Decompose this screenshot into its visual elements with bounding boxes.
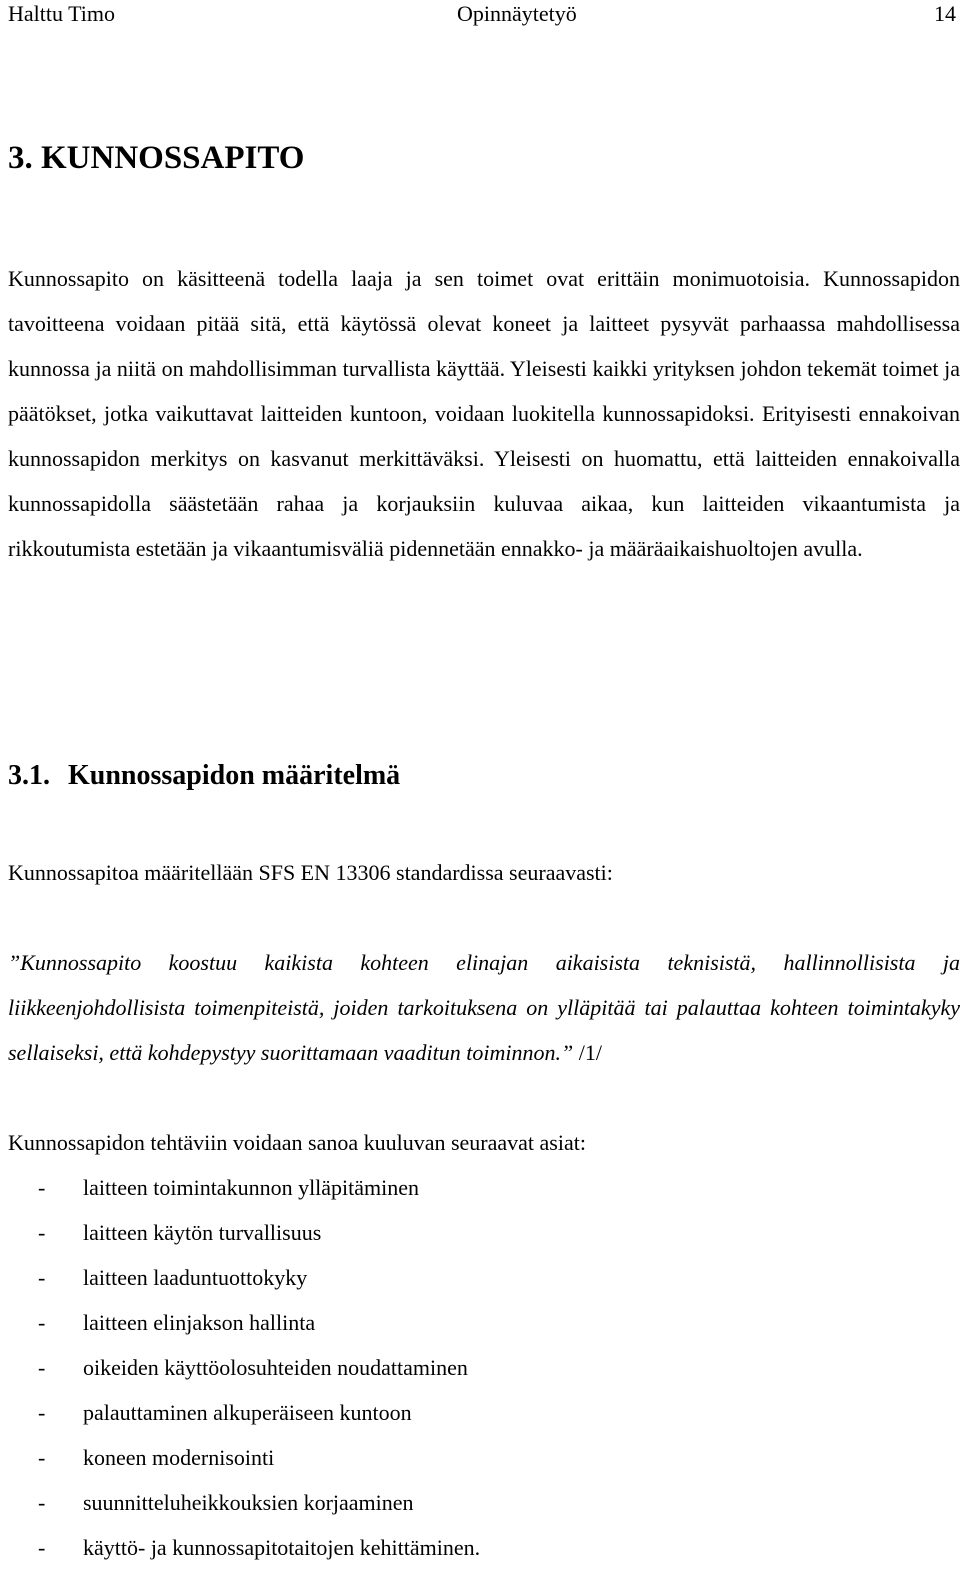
list-bullet: - (38, 1355, 46, 1380)
list-item-text: käyttö- ja kunnossapitotaitojen kehittäminen. (83, 1535, 481, 1560)
list-bullet: - (38, 1445, 46, 1470)
subsection-heading (8, 756, 400, 796)
quote-text: ”Kunnossapito koostuu kaikista kohteen elinajan aikaisista teknisistä, hallinnollisista ja liikkeenjohdollisista toimenpiteistä, joiden tarkoituksena on ylläpitää tai palauttaa kohteen toimintakyky sellaiseksi, että kohdepystyy suorittamaan vaaditun toiminnon.” (8, 950, 960, 1065)
list-bullet: - (38, 1310, 46, 1335)
definition-quote (8, 940, 960, 1075)
quote-reference: /1/ (578, 1040, 602, 1065)
page-header (0, 0, 960, 30)
list-bullet: - (38, 1490, 46, 1515)
list-item-text: palauttaminen alkuperäiseen kuntoon (83, 1400, 412, 1425)
list-item-text: laitteen käytön turvallisuus (83, 1220, 322, 1245)
list-item (8, 1255, 480, 1300)
tasks-intro: Kunnossapidon tehtäviin voidaan sanoa kuuluvan seuraavat asiat: (8, 1130, 586, 1155)
list-item (8, 1480, 480, 1525)
list-item-text: oikeiden käyttöolosuhteiden noudattaminen (83, 1355, 468, 1380)
subsection-number: 3.1. (8, 760, 50, 791)
list-item (8, 1165, 480, 1210)
header-document-type: Opinnäytetyö (457, 1, 577, 26)
section-heading: 3. KUNNOSSAPITO (8, 140, 305, 176)
list-item-text: koneen modernisointi (83, 1445, 275, 1470)
list-item (8, 1435, 480, 1480)
list-item-text: laitteen elinjakson hallinta (83, 1310, 316, 1335)
list-item-text: suunnitteluheikkouksien korjaaminen (83, 1490, 414, 1515)
section-intro-paragraph: Kunnossapito on käsitteenä todella laaja ja sen toimet ovat erittäin monimuotoisia. Kunnossapidon tavoitteena voidaan pitää sitä, että käytössä olevat koneet ja laitteet pysyvät parhaassa mahdollisessa kunnossa ja niitä on mahdollisimman turvallista käyttää. Yleisesti kaikki yrityksen johdon tekemät toimet ja päätökset, jotka vaikuttavat laitteiden kuntoon, voidaan luokitella kunnossapidoksi. Erityisesti ennakoivan kunnossapidon merkitys on kasvanut merkittäväksi. Yleisesti on huomattu, että laitteiden ennakoivalla kunnossapidolla säästetään rahaa ja korjauksiin kuluvaa aikaa, kun laitteiden vikaantumista ja rikkoutumista estetään ja vikaantumisväliä pidennetään ennakko- ja määräaikaishuoltojen avulla. (8, 266, 960, 561)
list-item (8, 1345, 480, 1390)
subsection-title: Kunnossapidon määritelmä (68, 760, 401, 791)
list-item (8, 1300, 480, 1345)
list-bullet: - (38, 1400, 46, 1425)
list-bullet: - (38, 1535, 46, 1560)
list-item (8, 1210, 480, 1255)
header-author: Halttu Timo (8, 1, 115, 26)
list-bullet: - (38, 1220, 46, 1245)
header-page-number: 14 (934, 1, 956, 26)
list-bullet: - (38, 1265, 46, 1290)
list-item-text: laitteen toimintakunnon ylläpitäminen (83, 1175, 420, 1200)
list-bullet: - (38, 1175, 46, 1200)
list-item (8, 1525, 480, 1570)
tasks-list (8, 1165, 480, 1570)
definition-intro: Kunnossapitoa määritellään SFS EN 13306 standardissa seuraavasti: (8, 860, 613, 885)
list-item (8, 1390, 480, 1435)
list-item-text: laitteen laaduntuottokyky (83, 1265, 308, 1290)
